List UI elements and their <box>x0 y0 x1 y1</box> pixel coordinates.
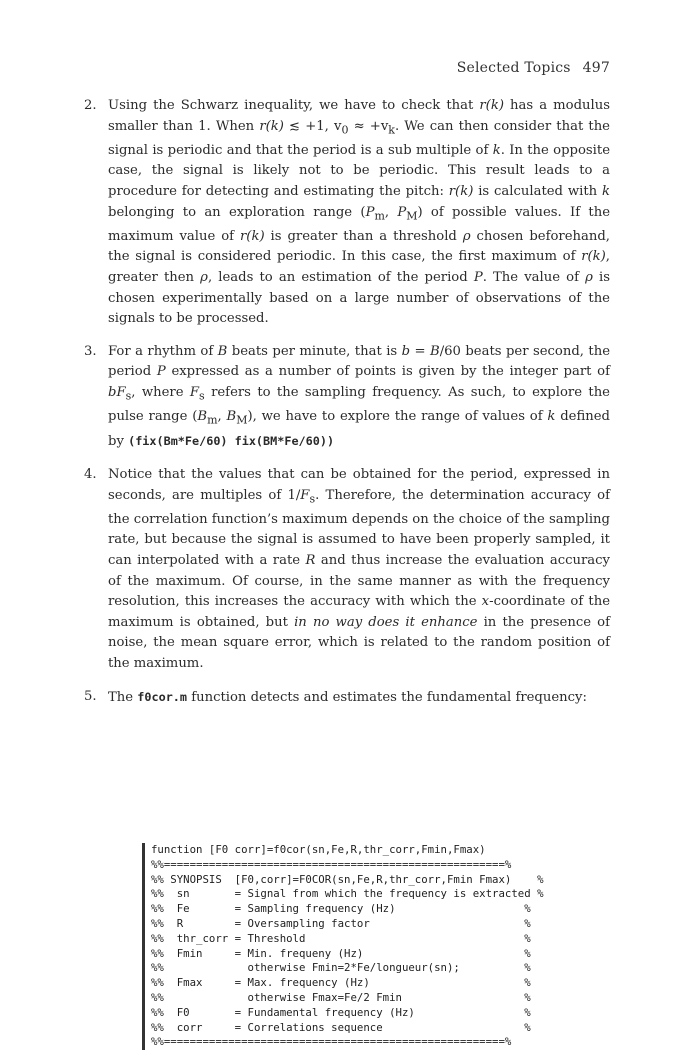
text-segment: m <box>207 413 218 427</box>
text-segment: expressed as a number of points is given by the integer part of <box>165 364 610 380</box>
text-segment: Notice that the values that can be obtained for the period, expressed in seconds, are multiples of 1/ <box>108 467 610 503</box>
text-segment: b <box>401 343 411 359</box>
code-line: %% sn = Signal from which the frequency is extracted % <box>151 887 544 901</box>
text-segment: ρ <box>200 270 208 286</box>
text-segment: , greater then <box>108 249 610 286</box>
text-segment: ρ <box>462 228 471 244</box>
text-segment: P <box>397 204 407 220</box>
text-segment: in the presence of noise, the mean square error, which is related to the random position of the maximum. <box>108 614 610 672</box>
text-segment: . We can then consider that the signal is periodic and that the period is a sub multiple of <box>108 118 610 158</box>
text-segment: k <box>388 123 395 137</box>
text-segment: k <box>602 184 610 200</box>
text-segment: ρ <box>585 270 593 286</box>
text-segment: r(k) <box>581 249 606 265</box>
text-segment: M <box>406 209 418 223</box>
code-line: %% Fe = Sampling frequency (Hz) % <box>151 902 531 916</box>
list-item <box>84 96 610 330</box>
code-listing <box>142 843 621 1050</box>
item-paragraph <box>108 687 610 709</box>
section-title: Selected Topics <box>456 60 571 76</box>
text-segment: Using the Schwarz inequality, we have to check that <box>108 98 480 113</box>
text-segment: P <box>365 204 375 220</box>
text-segment: beats per minute, that is <box>227 343 402 359</box>
running-head <box>445 60 610 76</box>
item-paragraph <box>108 465 610 675</box>
text-segment: defined by <box>108 409 610 450</box>
text-segment: is calculated with <box>473 184 602 200</box>
text-segment: ), we have to explore the range of values of <box>247 409 548 425</box>
item-number: 3. <box>84 343 97 359</box>
text-segment: ) of possible values. If the maximum value of <box>108 204 610 244</box>
text-segment: ≈ +v <box>348 118 389 134</box>
text-segment: . In the opposite case, the signal is likely not to be periodic. This result leads to a procedure for detecting and estimating the pitch: <box>108 142 611 200</box>
text-segment: . Therefore, the determination accuracy of the correlation function’s maximum depends on the choice of the sampling rate, but because the signal is assumed to have been properly sampled, it can interpolated with a rate <box>108 487 610 569</box>
code-line: %%=====================================================% <box>151 1035 512 1049</box>
code-line: function [F0 corr]=f0cor(sn,Fe,R,thr_corr,Fmin,Fmax) <box>151 843 486 856</box>
page-number: 497 <box>582 60 610 76</box>
text-segment: refers to the sampling frequency. As such, to explore the pulse range ( <box>108 385 610 425</box>
text-segment: For a rhythm of <box>108 343 218 359</box>
code-line: %% Fmax = Max. frequency (Hz) % <box>151 976 531 990</box>
text-segment: chosen beforehand, the signal is considered periodic. In this case, the first maximum of <box>108 228 610 265</box>
text-segment: r(k) <box>448 184 474 200</box>
text-segment: r(k) <box>479 98 504 113</box>
text-segment: r(k) <box>240 228 265 244</box>
text-segment: M <box>236 413 248 427</box>
text-segment: P <box>156 364 166 380</box>
text-segment: B <box>197 409 208 425</box>
text-segment: is chosen experimentally based on a large number of observations of the signals to be processed. <box>108 270 611 327</box>
code-line: %% corr = Correlations sequence % <box>151 1020 531 1034</box>
text-segment: s <box>309 492 316 506</box>
text-segment: k <box>547 409 556 425</box>
text-segment: m <box>374 209 385 223</box>
item-number: 5. <box>84 688 97 704</box>
text-segment: s <box>125 389 132 403</box>
text-segment: 0 <box>341 123 349 137</box>
text-segment: has a modulus smaller than 1. When <box>108 98 610 134</box>
text-segment: , leads to an estimation of the period <box>207 270 474 286</box>
text-segment: in no way does it enhance <box>294 614 478 630</box>
text-segment: k <box>492 142 501 158</box>
text-segment: P <box>473 270 483 286</box>
text-segment: /60 beats per second, the period <box>108 343 611 380</box>
code-line: %% otherwise Fmax=Fe/2 Fmin % <box>151 990 531 1004</box>
code-line: %% thr_corr = Threshold % <box>151 931 531 945</box>
text-segment: is greater than a threshold <box>264 228 463 244</box>
text-segment: x <box>481 594 490 610</box>
text-segment: The <box>108 689 138 705</box>
text-segment: , <box>217 409 227 425</box>
text-segment: and thus increase the evaluation accuracy of the maximum. Of course, in the same manner as with the frequency resolution, this increases the accuracy with which the <box>108 553 610 610</box>
text-segment: , <box>384 204 398 220</box>
text-segment: -coordinate of the maximum is obtained, but <box>108 594 610 630</box>
text-segment: , where <box>131 385 190 400</box>
text-segment: R <box>305 553 316 569</box>
item-paragraph <box>108 96 610 330</box>
item-number: 4. <box>84 467 97 483</box>
text-segment: f0cor.m <box>137 689 188 704</box>
text-segment: B <box>226 409 237 425</box>
list-item <box>84 465 610 675</box>
text-segment: s <box>199 389 205 403</box>
text-segment: F <box>189 385 200 400</box>
text-segment: belonging to an exploration range ( <box>108 204 366 220</box>
text-segment: = <box>410 343 430 359</box>
text-segment: (fix(Bm*Fe/60) fix(BM*Fe/60)) <box>128 434 335 449</box>
code-line: %% otherwise Fmin=2*Fe/longueur(sn); % <box>151 961 531 975</box>
code-line: %% Fmin = Min. frequeny (Hz) % <box>151 946 531 960</box>
text-segment: function detects and estimates the fundamental frequency: <box>187 689 587 705</box>
code-line: %% R = Oversampling factor % <box>151 916 531 930</box>
text-segment: B <box>217 343 228 359</box>
text-segment: r(k) <box>259 118 284 134</box>
code-line: %%=====================================================% <box>151 857 512 871</box>
code-line: %% F0 = Fundamental frequency (Hz) % <box>151 1005 531 1019</box>
text-segment: B <box>430 343 440 359</box>
text-segment: bF <box>108 385 126 400</box>
text-segment: F <box>300 487 310 503</box>
text-segment: ≲ +1, v <box>283 118 342 134</box>
item-paragraph <box>108 342 610 453</box>
list-item <box>84 342 610 453</box>
list-item <box>84 687 610 709</box>
code-line: %% SYNOPSIS [F0,corr]=F0COR(sn,Fe,R,thr_corr,Fmin Fmax) % <box>151 872 544 886</box>
item-number: 2. <box>84 98 97 113</box>
text-segment: . The value of <box>482 270 586 286</box>
numbered-list <box>84 96 610 720</box>
